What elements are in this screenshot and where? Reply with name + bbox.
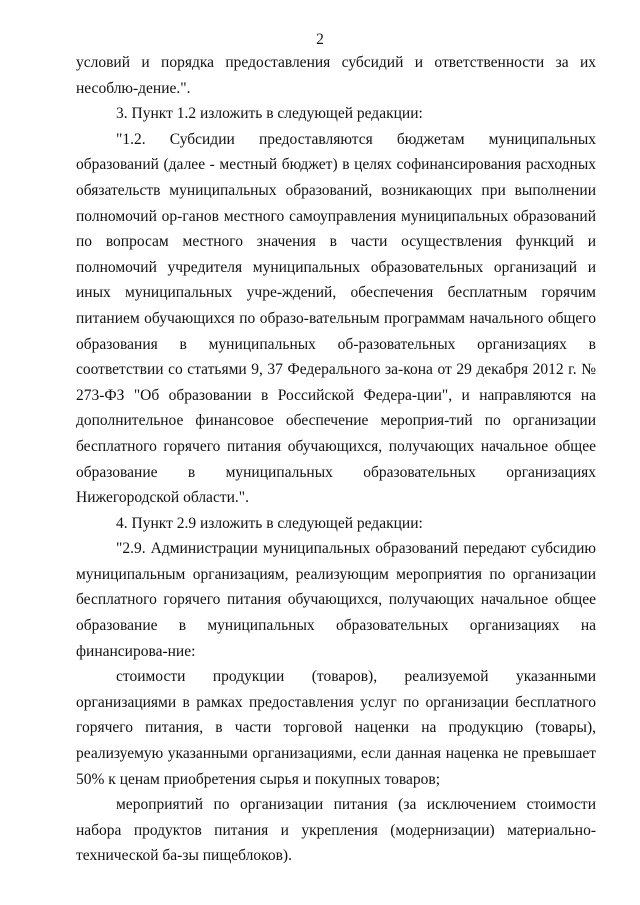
- paragraph-continuation: условий и порядка предоставления субсидий и ответственности за их несоблю-дение.".: [76, 54, 596, 97]
- paragraph-product-cost: стоимости продукции (товаров), реализуемой указанными организациями в рамках предоставления услуг по организации бесплатного горячего питания, в части торговой наценки на продукцию (товары), реализуемую указанными организациями, если данная наценка не превышает 50% к ценам приобретения сырья и покупных товаров;: [76, 668, 596, 788]
- page-number: 2: [316, 31, 324, 48]
- paragraph-item-3-heading: 3. Пункт 1.2 изложить в следующей редакции:: [116, 105, 423, 123]
- paragraph-catering-measures: мероприятий по организации питания (за исключением стоимости набора продуктов питания и укрепления (модернизации) материально-технической ба-зы пищеблоков).: [76, 796, 596, 865]
- paragraph-clause-1-2: "1.2. Субсидии предоставляются бюджетам муниципальных образований (далее - местный бюджет) в целях софинансирования расходных обязательств муниципальных образований, возникающих при выполнении полномочий ор-ганов местного самоуправления муниципальных образований по вопросам местного значения в части осуществления функций и полномочий учредителя муниципальных образовательных организаций и иных муниципальных учре-ждений, обеспечения бесплатным горячим питанием обучающихся по образо-вательным программам начального общего образования в муниципальных об-разовательных организациях в соответствии со статьями 9, 37 Федерального за-кона от 29 декабря 2012 г. № 273-ФЗ "Об образовании в Российской Федера-ции", и направляются на дополнительное финансовое обеспечение мероприя-тий по организации бесплатного горячего питания обучающихся, получающих начальное общее образование в муниципальных образовательных организациях Нижегородской области.".: [76, 130, 596, 507]
- paragraph-clause-2-9: "2.9. Администрации муниципальных образований передают субсидию муниципальным организациям, реализующим мероприятия по организации бесплатного горячего питания обучающихся, получающих начальное общее образование в муниципальных образовательных организациях на финансирова-ние:: [76, 540, 596, 660]
- paragraph-item-4-heading: 4. Пункт 2.9 изложить в следующей редакции:: [116, 514, 423, 532]
- document-body: [76, 50, 596, 869]
